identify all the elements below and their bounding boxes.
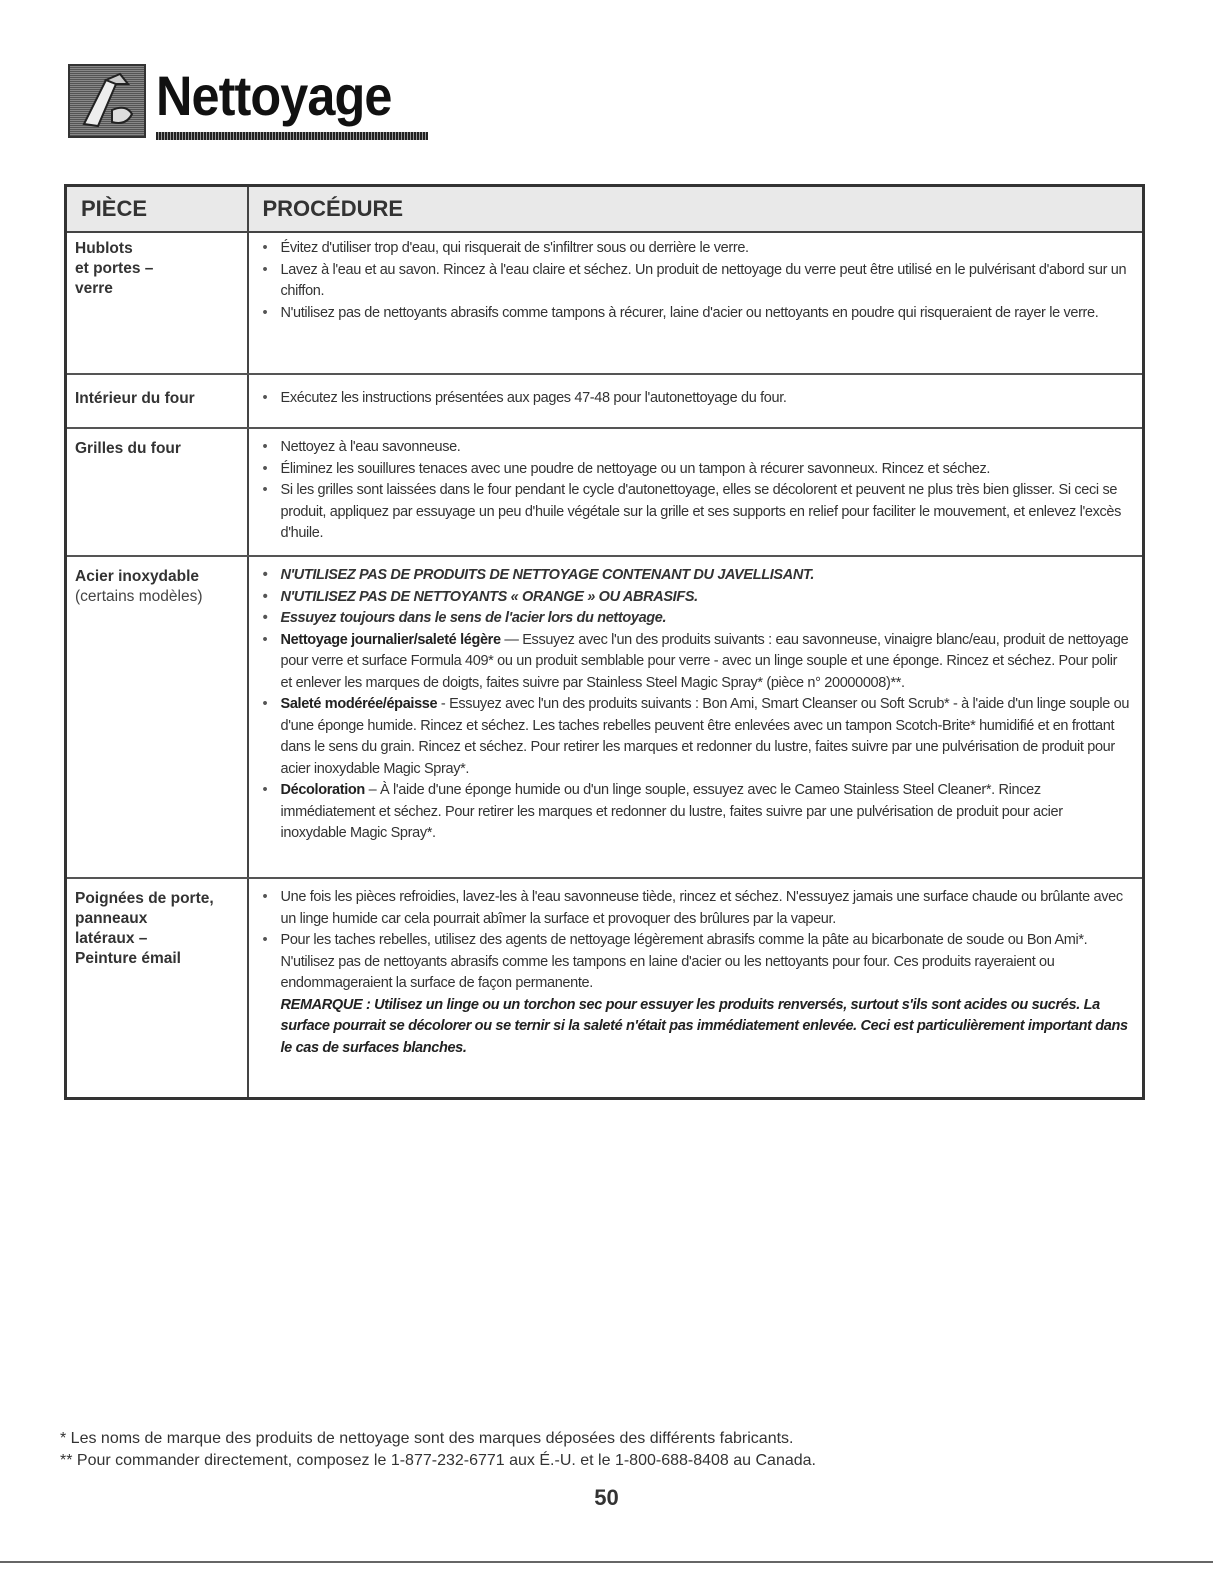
piece-cell (66, 232, 248, 374)
page-number: 50 (594, 1485, 619, 1510)
list-item (259, 694, 1133, 780)
table-row (66, 556, 1144, 878)
warning-item: • N'UTILISEZ PAS DE NETTOYANTS « ORANGE » OU ABRASIFS. (259, 587, 1133, 609)
item-separator: – (364, 782, 380, 798)
piece-label: verre (75, 280, 113, 297)
table-header-row (66, 186, 1144, 233)
item-text: Essuyez avec l'un des produits suivants : eau savonneuse, vinaigre blanc/eau, produit de nettoyage pour verre et surface Formula 409* ou un produit semblable pour verre - avec un linge souple et une éponge. Rincez et séchez. Pour polir et enlever les marques de doigts, faites suivre par Stainless Steel Magic Spray* (pièce n° 20000008)**. (280, 631, 1129, 691)
piece-label: latéraux – (75, 930, 148, 947)
cleaning-table (64, 184, 1145, 1100)
title-underline (156, 132, 428, 140)
piece-cell (66, 374, 248, 428)
footnote: ** Pour commander directement, composez le 1-877-232-6771 aux É.-U. et le 1-800-688-8408 au Canada. (60, 1452, 816, 1469)
piece-label: Peinture émail (75, 950, 181, 967)
table-row (66, 232, 1144, 374)
warning-item: • N'UTILISEZ PAS DE PRODUITS DE NETTOYAGE CONTENANT DU JAVELLISANT. (259, 565, 1133, 587)
piece-cell (66, 556, 248, 878)
list-item: • Évitez d'utiliser trop d'eau, qui risquerait de s'infiltrer sous ou derrière le verre. (259, 238, 1133, 260)
item-label: Nettoyage journalier/saleté légère (280, 631, 501, 648)
footnote: * Les noms de marque des produits de nettoyage sont des marques déposées des différents fabricants. (60, 1430, 794, 1447)
page-header (68, 58, 392, 150)
warning-item: • Essuyez toujours dans le sens de l'acier lors du nettoyage. (259, 608, 1133, 630)
item-text: Essuyez avec l'un des produits suivants : Bon Ami, Smart Cleanser ou Soft Scrub* - à l'aide d'un linge souple ou d'une éponge humide. Rincez et séchez. Les taches rebelles peuvent être enlevées avec un tampon Scotch-Brite* humidifié et en frottant dans le sens du grain. Rincez et séchez. Pour retirer les marques et redonner du lustre, faites suivre par une pulvérisation de produit pour acier inoxydable Magic Spray*. (280, 696, 1130, 777)
piece-label: Poignées de porte, (75, 890, 214, 907)
list-item: • Lavez à l'eau et au savon. Rincez à l'eau claire et séchez. Un produit de nettoyage du verre peut être utilisé en le pulvérisant d'abord sur un chiffon. (259, 260, 1133, 303)
list-item: • Si les grilles sont laissées dans le four pendant le cycle d'autonettoyage, elles se décolorent et peuvent ne plus très bien glisser. Si ceci se produit, appliquez par essuyage un peu d'huile végétale sur la grille et ses supports en relief pour faciliter le mouvement, et enlevez l'excès d'huile. (259, 480, 1133, 545)
bottom-rule (0, 1561, 1213, 1563)
list-item (259, 630, 1133, 695)
piece-label: Acier inoxydable (75, 568, 200, 585)
procedure-cell (248, 878, 1144, 1098)
footnotes (60, 1428, 1060, 1472)
procedure-cell (248, 374, 1144, 428)
list-item: • Nettoyez à l'eau savonneuse. (259, 437, 1133, 459)
piece-cell (66, 428, 248, 556)
piece-sublabel: (certains modèles) (75, 588, 203, 605)
item-separator: — (500, 631, 523, 648)
item-text: À l'aide d'une éponge humide ou d'un linge souple, essuyez avec le Cameo Stainless Steel Cleaner*. Rincez immédiatement et séchez. Pour retirer les marques et redonner du lustre, faites suivre par une pulvérisation de produit pour acier inoxydable Magic Spray*. (280, 782, 1063, 841)
item-label: Saleté modérée/épaisse (280, 696, 438, 712)
piece-label: Hublots (75, 240, 133, 257)
table-row (66, 428, 1144, 556)
procedure-cell (248, 428, 1144, 556)
list-item: • Exécutez les instructions présentées aux pages 47-48 pour l'autonettoyage du four. (259, 388, 1133, 410)
cleaning-spray-icon (68, 64, 146, 138)
list-item (259, 780, 1133, 845)
list-item: • N'utilisez pas de nettoyants abrasifs comme tampons à récurer, laine d'acier ou nettoyants en poudre qui risqueraient de rayer le verre. (259, 303, 1133, 325)
piece-label: Grilles du four (75, 440, 181, 457)
header-piece: PIÈCE (66, 186, 248, 233)
piece-label: Intérieur du four (75, 390, 195, 407)
procedure-cell (248, 232, 1144, 374)
list-item: • Pour les taches rebelles, utilisez des agents de nettoyage légèrement abrasifs comme la pâte au bicarbonate de soude ou Bon Ami*. N'utilisez pas de nettoyants abrasifs comme les tampons en laine d'acier ou les nettoyants pour four. Ces produits rayeraient ou endommageraient la surface de façon permanente. (259, 930, 1133, 995)
page-title: Nettoyage (156, 64, 392, 127)
table-row (66, 878, 1144, 1098)
piece-cell (66, 878, 248, 1098)
table-row (66, 374, 1144, 428)
piece-label: panneaux (75, 910, 148, 927)
remark-note: REMARQUE : Utilisez un linge ou un torchon sec pour essuyer les produits renversés, surtout s'ils sont acides ou sucrés. La surface pourrait se décolorer ou se ternir si la saleté n'était pas immédiatement enlevée. Ceci est particulièrement important dans le cas de surfaces blanches. (280, 996, 1128, 1056)
item-separator: - (437, 696, 450, 712)
piece-label: et portes – (75, 260, 154, 277)
procedure-cell (248, 556, 1144, 878)
header-procedure: PROCÉDURE (248, 186, 1144, 233)
list-item: • Éliminez les souillures tenaces avec une poudre de nettoyage ou un tampon à récurer savonneux. Rincez et séchez. (259, 459, 1133, 481)
list-item: • Une fois les pièces refroidies, lavez-les à l'eau savonneuse tiède, rincez et séchez. N'essuyez jamais une surface chaude ou brûlante avec un linge humide car cela pourrait abîmer la surface et provoquer des brûlures par la vapeur. (259, 887, 1133, 930)
item-label: Décoloration (280, 782, 365, 798)
